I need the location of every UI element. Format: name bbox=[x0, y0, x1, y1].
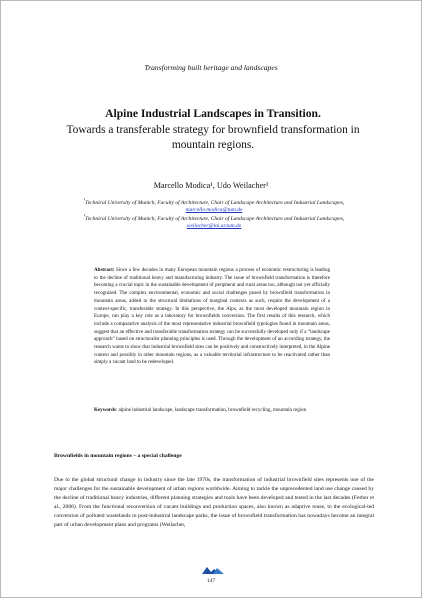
affiliation-text: Technical University of Munich, Faculty of Architecture, Chair of Landscape Architecture and Industrial Landscapes, bbox=[85, 199, 345, 206]
keywords-text: : alpine industrial landscape, landscape transformation, brownfield recycling, mountain region bbox=[115, 407, 307, 413]
page-number: 147 bbox=[206, 578, 216, 584]
affiliation-text: Technical University of Munich, Faculty of Architecture, Chair of Landscape Architecture and Industrial Landscapes, bbox=[85, 215, 345, 222]
author-list: Marcello Modica¹, Udo Weilacher² bbox=[153, 181, 269, 190]
affiliation-mark: ² bbox=[83, 213, 86, 218]
abstract-text: Since a few decades in many European mountain regions a process of economic restructuring is leading to the decline of traditional heavy and manufacturing industry. The issue of brownfield transformation is therefore becoming a crucial topic in the sustainable development of peripheral and rural areas too, although not yet officially recognized. The complex environmental, economic and social challenges posed by brownfield transformation in mountain areas, added to the structural limitations of marginal contexts as such, require the development of a context-specific, transferable strategy. In this perspective, the Alps, as the most developed mountain region in Europe, can play a key role as a laboratory for brownfields conversion. The first results of this research, which include a comparative analysis of the most representative industrial brownfield typologies found in mountain areas, suggest that an effective and transferable transformation strategy can be successfully developed only if a “landscape approach” based on structuralist planning principles is used. Through the development of an according strategy, the research wants to show that industrial brownfield sites can be positively and constructively interpreted, in the Alpine context and possibly in other mountain regions, as a valuable territorial infrastructure to be reactivated rather than simply a vacant land to be redeveloped. bbox=[94, 267, 330, 366]
abstract-label: Abstract: bbox=[94, 267, 115, 273]
keywords bbox=[94, 407, 330, 415]
section-heading: Brownfields in mountain regions – a special challenge bbox=[54, 453, 182, 459]
email-link[interactable]: weilacher@lai.ar.tum.de bbox=[186, 222, 242, 229]
affiliation-mark: ¹ bbox=[83, 197, 86, 202]
running-header: Transforming built heritage and landscapes bbox=[144, 63, 278, 72]
keywords-label: Keywords bbox=[94, 407, 116, 413]
publisher-logo-icon bbox=[200, 564, 226, 576]
affiliation-2 bbox=[61, 212, 367, 230]
paper-subtitle: Towards a transferable strategy for brownfield transformation in mountain regions. bbox=[66, 124, 360, 151]
body-paragraph: Due to the global structural change in industry since the late 1970s, the transformation of industrial brownfield sites represents one of the major challenges for the sustainable development of urban regions worldwide. Aiming to tackle the unprecedented land use change caused by the decline of traditional heavy industries, different planning strategies and tools have been developed and tested in the last decades (Ferber et al., 2006). From the functional reconversion of vacant buildings and production spaces, also known as adaptive reuse, to the ecological-led conversion of polluted wastelands in post-industrial landscape parks, the issue of brownfield transformation has nowadays become an integral part of urban development plans and programs (Weilacher, bbox=[54, 477, 374, 528]
abstract bbox=[94, 267, 330, 367]
paper-title: Alpine Industrial Landscapes in Transition. bbox=[105, 107, 321, 120]
email-link[interactable]: marcello.modica@tum.de bbox=[185, 206, 243, 213]
